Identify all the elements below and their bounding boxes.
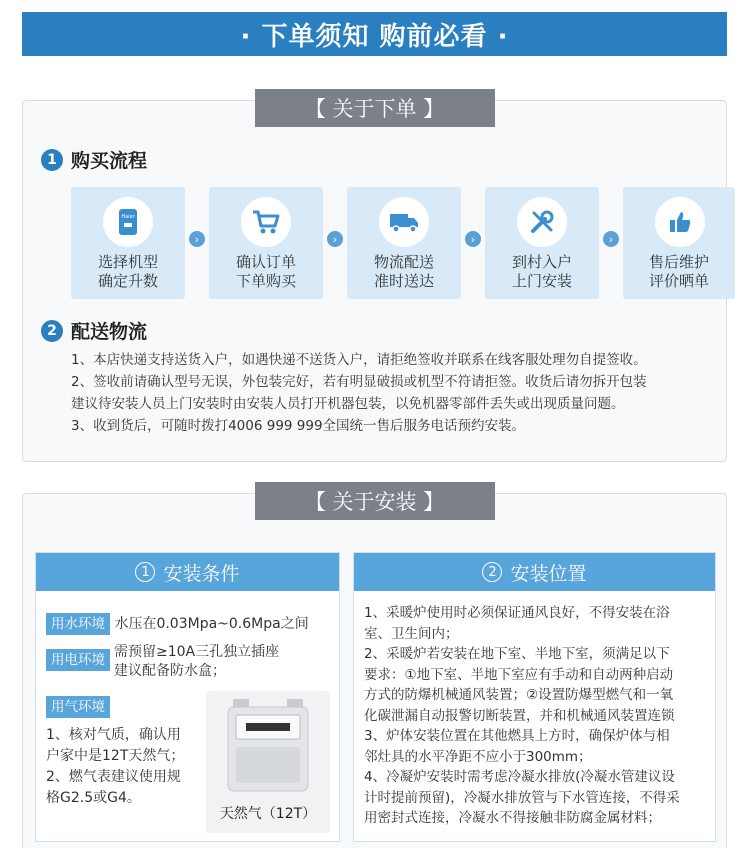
power-condition <box>46 643 279 681</box>
panel-number-badge: 2 <box>482 562 502 582</box>
water-condition <box>46 613 309 635</box>
power-line: 建议配备防水盒； <box>114 663 226 679</box>
delivery-line: 1、本店快递支持送货入户，如遇快递不送货入户，请拒绝签收并联系在线客服处理勿自提签收。 <box>71 352 647 368</box>
install-position-panel <box>353 552 716 842</box>
svg-text:Haier: Haier <box>121 214 135 220</box>
gas-condition-text: 1、核对气质，确认用 户家中是12T天然气； 2、燃气表建议使用规 格G2.5或G4。 <box>46 727 185 806</box>
chevron-right-icon: › <box>189 231 205 247</box>
step-label: 确认订单 下单购买 <box>235 253 296 290</box>
install-conditions-panel <box>35 552 340 842</box>
delivery-title: 配送物流 <box>71 321 148 343</box>
step-label: 物流配送 准时送达 <box>373 253 434 290</box>
gas-meter-image <box>206 691 330 833</box>
order-card <box>22 97 727 462</box>
step-label: 到村入户 上门安装 <box>511 253 572 290</box>
step-number-badge: 2 <box>41 320 63 342</box>
gas-meter-icon <box>206 691 330 801</box>
step-label: 选择机型 确定升数 <box>97 253 158 290</box>
install-conditions-header <box>36 553 339 591</box>
chevron-right-icon: › <box>603 231 619 247</box>
step-label: 售后维护 评价晒单 <box>648 253 709 290</box>
cart-icon <box>241 197 291 247</box>
meter-caption: 天然气（12T） <box>219 806 317 822</box>
install-card <box>22 490 727 848</box>
haier-heater-icon <box>103 197 153 247</box>
step-install <box>485 187 599 299</box>
install-position-header <box>354 553 715 591</box>
delivery-line: 建议待安装人员上门安装时由安装人员打开机器包装，以免机器零部件丢失或出现质量问题。 <box>71 396 625 412</box>
delivery-notes <box>71 349 711 437</box>
step-number-badge: 1 <box>41 149 63 171</box>
install-position-title: 安装位置 <box>510 562 587 585</box>
install-section-header: 【 关于安装 】 <box>255 482 495 520</box>
step-confirm-order <box>209 187 323 299</box>
thumbs-up-icon <box>655 197 705 247</box>
chevron-right-icon: › <box>465 231 481 247</box>
gas-tag: 用气环境 <box>46 696 110 718</box>
step-logistics <box>347 187 461 299</box>
water-text: 水压在0.03Mpa~0.6Mpa之间 <box>114 616 309 632</box>
step-after-sales <box>623 187 735 299</box>
tools-icon <box>517 197 567 247</box>
delivery-line: 2、签收前请确认型号无误，外包装完好，若有明显破损或机型不符请拒签。收货后请勿拆开包装 <box>71 374 647 390</box>
delivery-line: 3、收到货后，可随时拨打4006 999 999全国统一售后服务电话预约安装。 <box>71 418 526 434</box>
order-section-header: 【 关于下单 】 <box>255 89 495 127</box>
delivery-heading <box>41 317 147 344</box>
chevron-right-icon: › <box>327 231 343 247</box>
purchase-steps <box>71 187 709 299</box>
install-position-text: 1、采暖炉使用时必须保证通风良好，不得安装在浴 室、卫生间内； 2、采暖炉若安装在地下室、半地下室，须满足以下 要求：①地下室、半地下室应有手动和自动两种启动 方式的防爆机械通风装置；②设置防爆型燃气和一氧 化碳泄漏自动报警切断装置，并和机械通风装置连锁 3、炉体安装位置在其他燃具上方时，确保炉体与相 邻灶具的水平净距不应小于300mm； 4、冷凝炉安装时需考虑冷凝水排放(冷凝水管建议设 计时提前预留)，冷凝水排放管与下水管连接，不得采 用密封式连接，冷凝水不得接触非防腐金属材料； <box>364 605 680 826</box>
install-conditions-title: 安装条件 <box>163 562 240 585</box>
truck-icon <box>379 197 429 247</box>
gas-tag-row <box>46 696 110 718</box>
top-banner: · 下单须知 购前必看 · <box>22 12 727 56</box>
power-tag: 用电环境 <box>46 649 110 671</box>
purchase-flow-heading <box>41 146 147 173</box>
step-select-model <box>71 187 185 299</box>
panel-number-badge: 1 <box>135 562 155 582</box>
power-line: 需预留≥10A三孔独立插座 <box>114 644 280 660</box>
purchase-flow-title: 购买流程 <box>71 150 148 172</box>
water-tag: 用水环境 <box>46 613 110 635</box>
